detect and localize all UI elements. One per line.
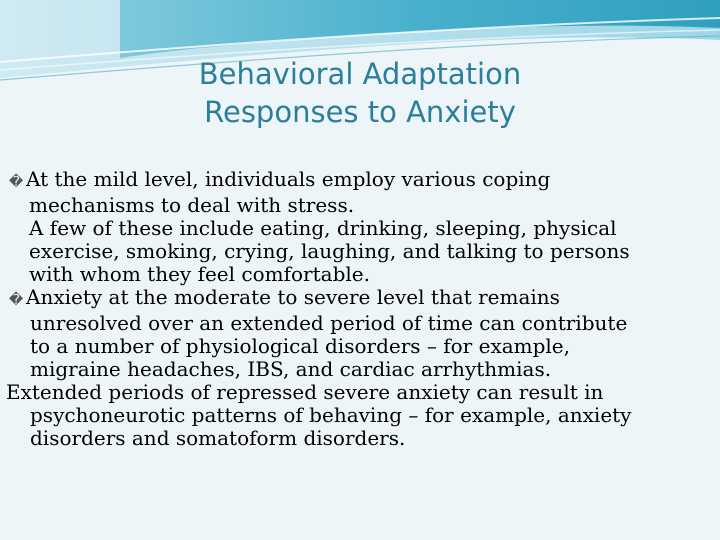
bullet-text: At the mild level, individuals employ various coping [26,167,551,191]
title-line-1: Behavioral Adaptation [198,57,522,91]
body-line: unresolved over an extended period of time can contribute [30,311,628,335]
slide-title [0,55,720,131]
body-line: exercise, smoking, crying, laughing, and talking to persons [29,239,630,263]
bullet-text: Anxiety at the moderate to severe level that remains [26,285,560,309]
body-line: A few of these include eating, drinking, sleeping, physical [29,216,617,240]
body-line: disorders and somatoform disorders. [30,426,406,450]
title-line-2: Responses to Anxiety [204,95,516,129]
slide-body [6,168,716,450]
body-line: psychoneurotic patterns of behaving – for example, anxiety [30,403,632,427]
body-line: to a number of physiological disorders – for example, [30,334,570,358]
body-line [6,168,716,194]
body-line: Extended periods of repressed severe anxiety can result in [6,380,604,404]
body-line: with whom they feel comfortable. [29,262,370,286]
body-line: migraine headaches, IBS, and cardiac arrhythmias. [30,357,552,381]
bullet-icon: � [8,292,24,308]
body-line [6,286,716,312]
body-line: mechanisms to deal with stress. [29,193,355,217]
bullet-icon: � [8,174,24,190]
